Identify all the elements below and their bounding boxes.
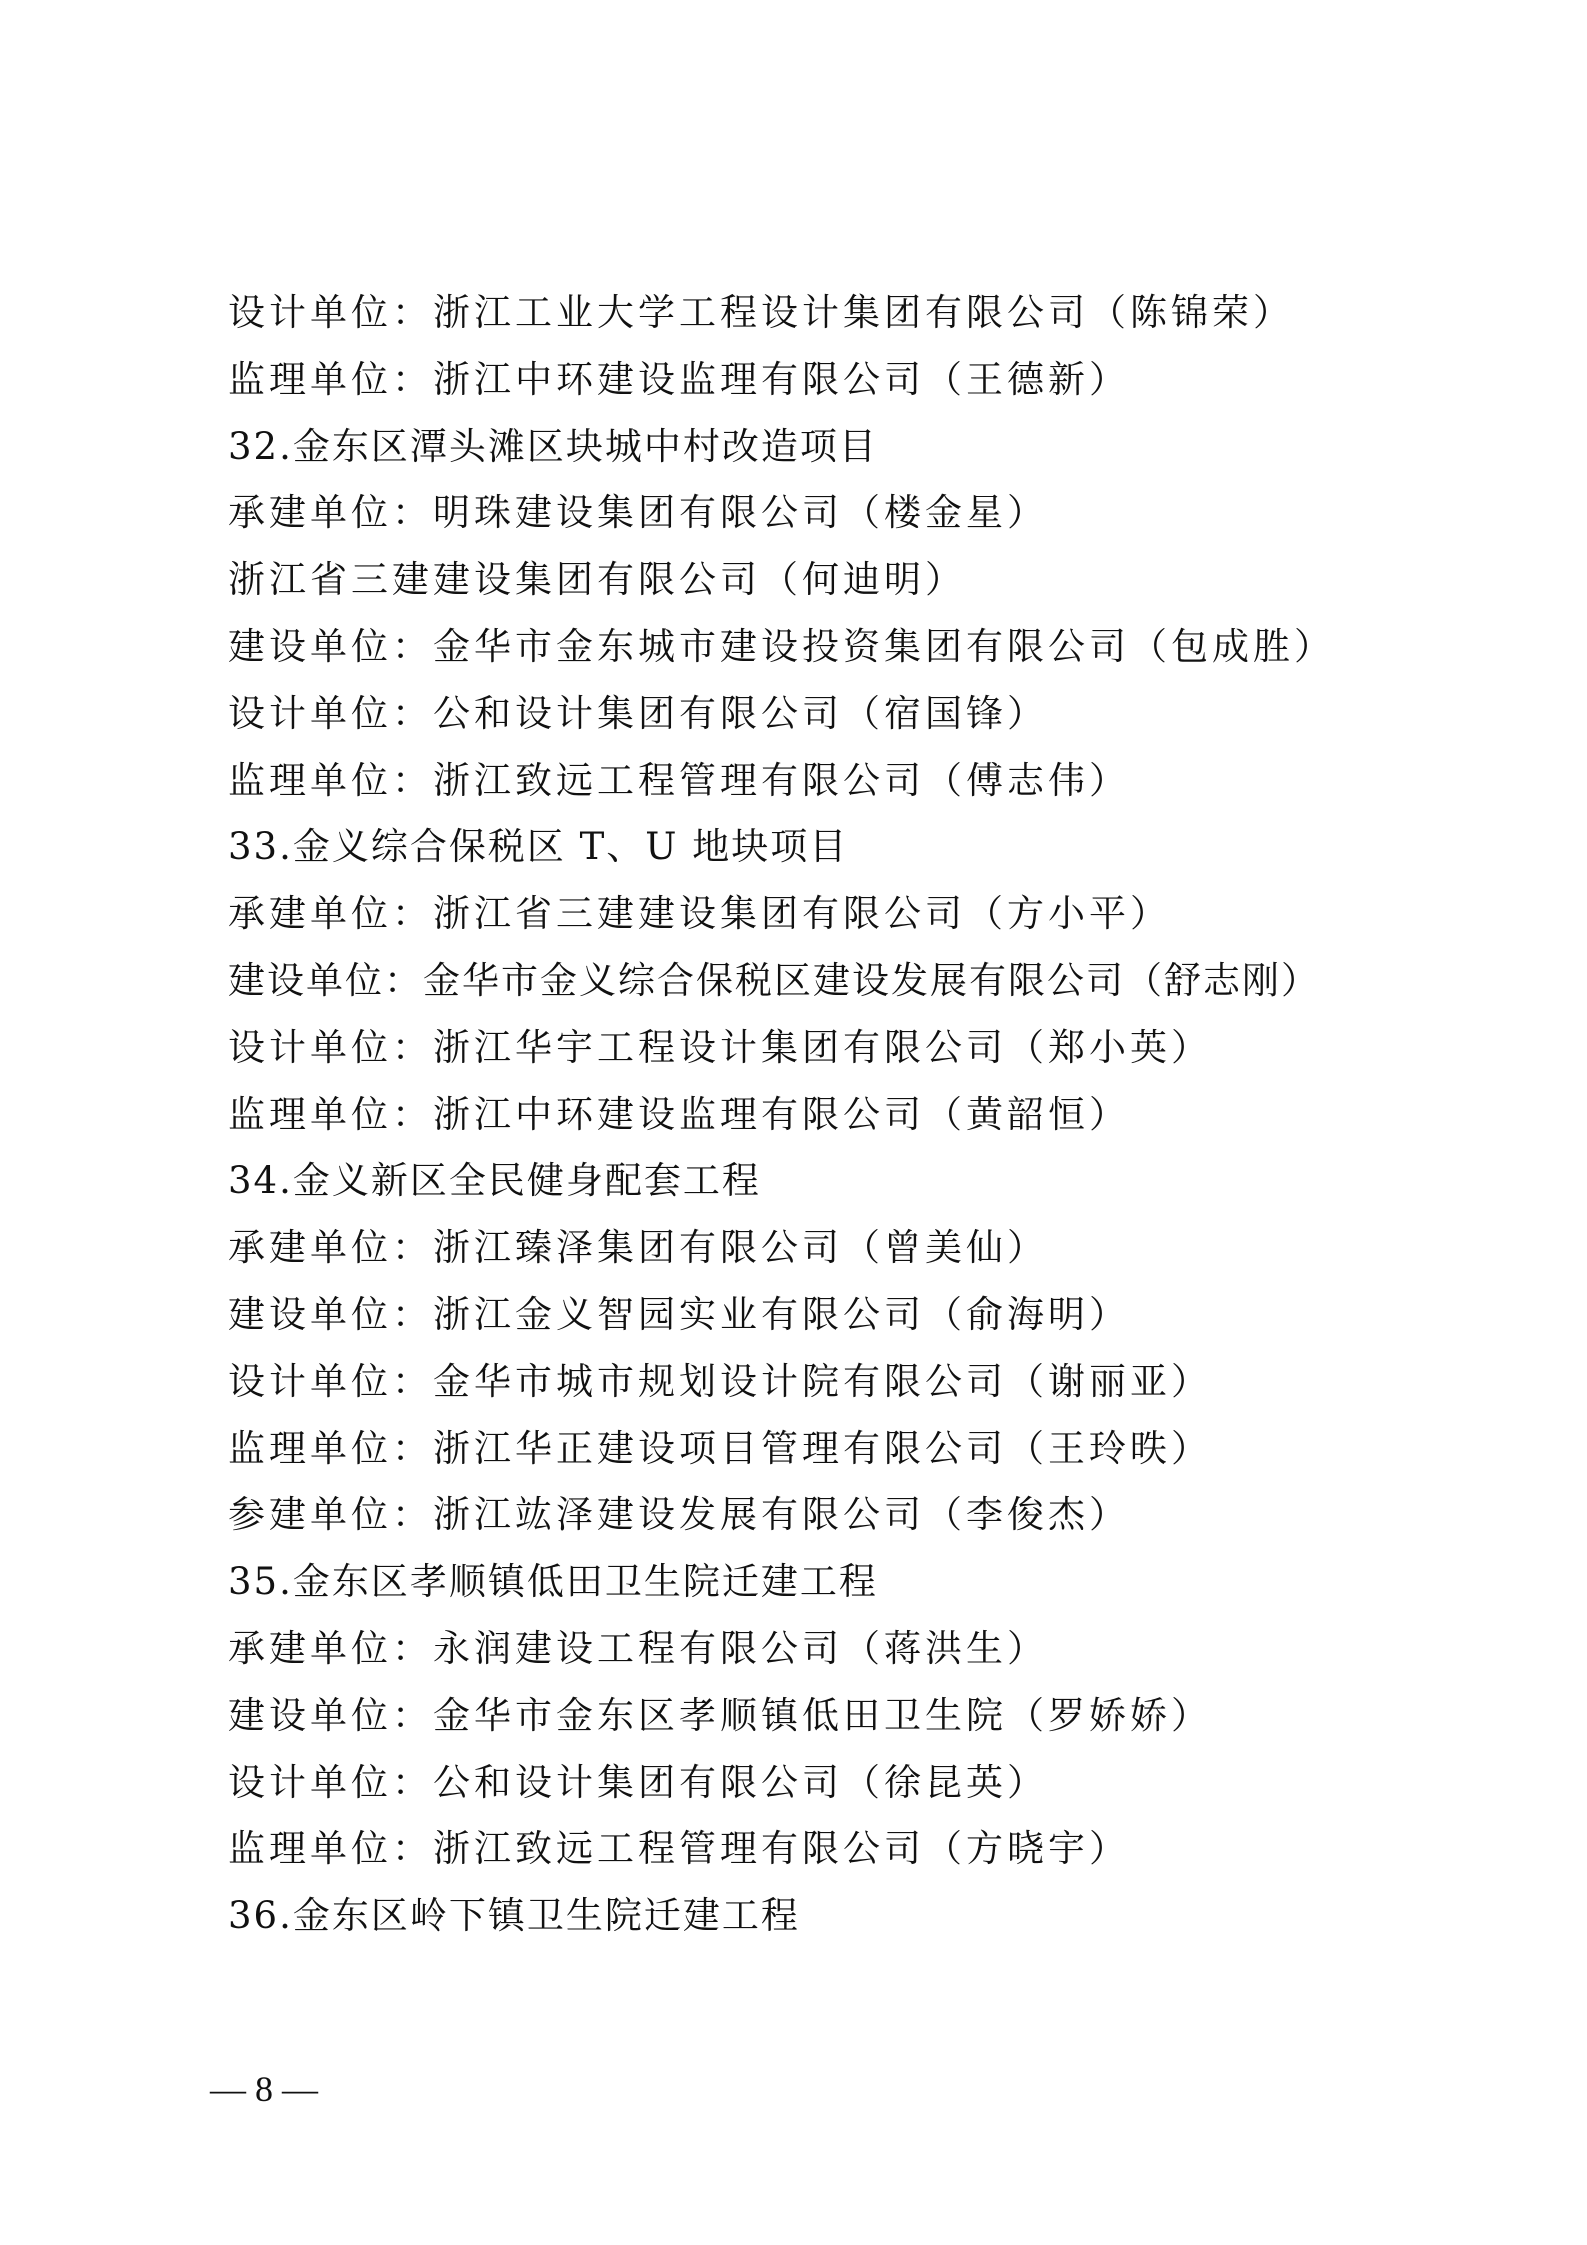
text-line: 建设单位：浙江金义智园实业有限公司（俞海明） <box>228 1292 1130 1336</box>
text-line: 监理单位：浙江致远工程管理有限公司（傅志伟） <box>228 758 1130 802</box>
text-line: 承建单位：浙江省三建建设集团有限公司（方小平） <box>228 892 1171 936</box>
project-heading: 34.金义新区全民健身配套工程 <box>228 1159 761 1203</box>
project-heading: 35.金东区孝顺镇低田卫生院迁建工程 <box>228 1560 878 1604</box>
project-heading: 33.金义综合保税区 T、U 地块项目 <box>228 825 849 869</box>
text-line: 监理单位：浙江中环建设监理有限公司（黄韶恒） <box>228 1092 1130 1136</box>
text-line: 承建单位：明珠建设集团有限公司（楼金星） <box>228 491 1048 535</box>
text-line: 监理单位：浙江致远工程管理有限公司（方晓宇） <box>228 1827 1130 1871</box>
text-line: 设计单位：公和设计集团有限公司（宿国锋） <box>228 691 1048 735</box>
text-line: 参建单位：浙江竑泽建设发展有限公司（李俊杰） <box>228 1493 1130 1537</box>
page-number: — 8 — <box>210 2069 318 2109</box>
text-line: 设计单位：公和设计集团有限公司（徐昆英） <box>228 1760 1048 1804</box>
project-heading: 36.金东区岭下镇卫生院迁建工程 <box>228 1894 800 1938</box>
text-line: 监理单位：浙江中环建设监理有限公司（王德新） <box>228 357 1130 401</box>
text-line: 建设单位：金华市金东区孝顺镇低田卫生院（罗娇娇） <box>228 1693 1212 1737</box>
text-line: 建设单位：金华市金东城市建设投资集团有限公司（包成胜） <box>228 624 1335 668</box>
text-line: 承建单位：浙江臻泽集团有限公司（曾美仙） <box>228 1226 1048 1270</box>
project-heading: 32.金东区潭头滩区块城中村改造项目 <box>228 424 878 468</box>
text-line: 监理单位：浙江华正建设项目管理有限公司（王玲昳） <box>228 1426 1212 1470</box>
document-body <box>228 280 1408 1950</box>
text-line: 浙江省三建建设集团有限公司（何迪明） <box>228 558 966 602</box>
text-line: 设计单位：金华市城市规划设计院有限公司（谢丽亚） <box>228 1359 1212 1403</box>
text-line: 设计单位：浙江华宇工程设计集团有限公司（郑小英） <box>228 1025 1212 1069</box>
text-line: 建设单位：金华市金义综合保税区建设发展有限公司（舒志刚） <box>228 958 1320 1002</box>
text-line: 承建单位：永润建设工程有限公司（蒋洪生） <box>228 1626 1048 1670</box>
text-line: 设计单位：浙江工业大学工程设计集团有限公司（陈锦荣） <box>228 291 1294 334</box>
